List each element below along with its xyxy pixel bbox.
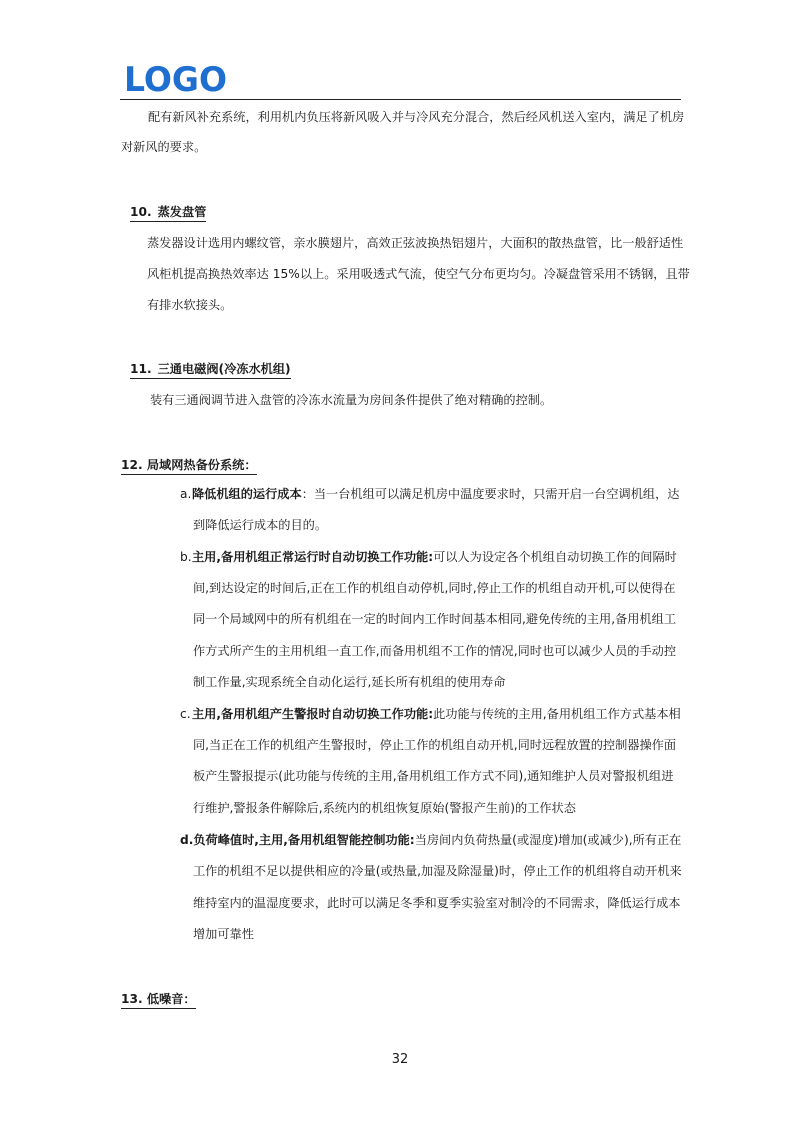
list-item-b-label: b. (180, 550, 192, 564)
intro-line-1: 配有新风补充系统，利用机内负压将新风吸入并与冷风充分混合，然后经风机送入室内，满足了机房 (148, 110, 685, 124)
section-10-line-3: 有排水软接头。 (147, 298, 233, 312)
list-item-b-cont-4: 制工作量,实现系统全自动化运行,延长所有机组的使用寿命 (193, 675, 506, 689)
list-item-b-cont-1: 间,到达设定的时间后,正在工作的机组自动停机,同时,停止工作的机组自动开机,可以使得在 (193, 581, 676, 595)
logo (124, 62, 228, 94)
list-item-d-text: 当房间内负荷热量(或湿度)增加(或减少),所有正在 (414, 833, 682, 847)
list-item-c (180, 699, 681, 730)
list-item-b-cont-2: 同一个局域网中的所有机组在一定的时间内工作时间基本相同,避免传统的主用,备用机组工 (193, 612, 677, 626)
section-10-title: 蒸发盘管 (157, 205, 207, 219)
list-item-d-label: d. (180, 833, 194, 847)
list-item-c-cont-3: 行维护,警报条件解除后,系统内的机组恢复原始(警报产生前)的工作状态 (193, 801, 576, 815)
list-item-a-bold: 降低机组的运行成本 (192, 487, 302, 501)
list-item-b-cont-3: 作方式所产生的主用机组一直工作,而备用机组不工作的情况,同时也可以减少人员的手动控 (193, 644, 677, 658)
section-11-line: 装有三通阀调节进入盘管的冷冻水流量为房间条件提供了绝对精确的控制。 (150, 393, 553, 407)
list-item-c-cont-2: 板产生警报提示(此功能与传统的主用,备用机组工作方式不同),通知维护人员对警报机组进 (193, 769, 674, 783)
section-11-title: 三通电磁阀(冷冻水机组) (157, 362, 291, 376)
list-item-a-cont-1: 到降低运行成本的目的。 (193, 518, 328, 532)
section-13-heading: 13. 低噪音： (121, 991, 196, 1009)
list-item-a-text: ：当一台机组可以满足机房中温度要求时，只需开启一台空调机组，达 (301, 487, 680, 501)
intro-line-2: 对新风的要求。 (121, 140, 207, 154)
list-item-d-cont-1: 工作的机组不足以提供相应的冷量(或热量,加湿及除湿量)时，停止工作的机组将自动开机来 (193, 864, 682, 878)
list-item-b (180, 542, 677, 573)
list-item-c-text: 此功能与传统的主用,备用机组工作方式基本相 (433, 707, 681, 721)
list-item-b-text: 可以人为设定各个机组自动切换工作的间隔时 (433, 550, 677, 564)
list-item-a-label: a. (180, 487, 192, 501)
list-item-c-bold: 主用,备用机组产生警报时自动切换工作功能: (192, 707, 434, 721)
section-10-heading (130, 204, 206, 222)
section-12-heading: 12. 局域网热备份系统： (121, 457, 257, 475)
logo-text: LOGO (124, 62, 227, 94)
section-11-number: 11. (130, 362, 152, 376)
section-10-number: 10. (130, 205, 152, 219)
list-item-d-bold: 负荷峰值时,主用,备用机组智能控制功能: (193, 833, 415, 847)
list-item-a (180, 479, 680, 510)
list-item-d-cont-3: 增加可靠性 (193, 927, 254, 941)
page-number: 32 (391, 1052, 409, 1067)
section-10-line-2: 风柜机提高换热效率达 15%以上。采用吸透式气流，使空气分布更均匀。冷凝盘管采用不锈钢，且带 (147, 267, 690, 281)
section-10-line-1: 蒸发器设计选用内螺纹管，亲水膜翅片，高效正弦波换热铝翅片，大面积的散热盘管，比一般舒适性 (147, 236, 684, 250)
list-item-c-label: c. (180, 707, 191, 721)
list-item-d-cont-2: 维持室内的温湿度要求，此时可以满足冬季和夏季实验室对制冷的不同需求，降低运行成本 (193, 896, 681, 910)
list-item-c-cont-1: 同,当正在工作的机组产生警报时，停止工作的机组自动开机,同时远程放置的控制器操作面 (193, 738, 677, 752)
header-rule (120, 99, 681, 100)
list-item-b-bold: 主用,备用机组正常运行时自动切换工作功能: (192, 550, 434, 564)
list-item-d (180, 825, 681, 856)
section-11-heading (130, 361, 291, 379)
